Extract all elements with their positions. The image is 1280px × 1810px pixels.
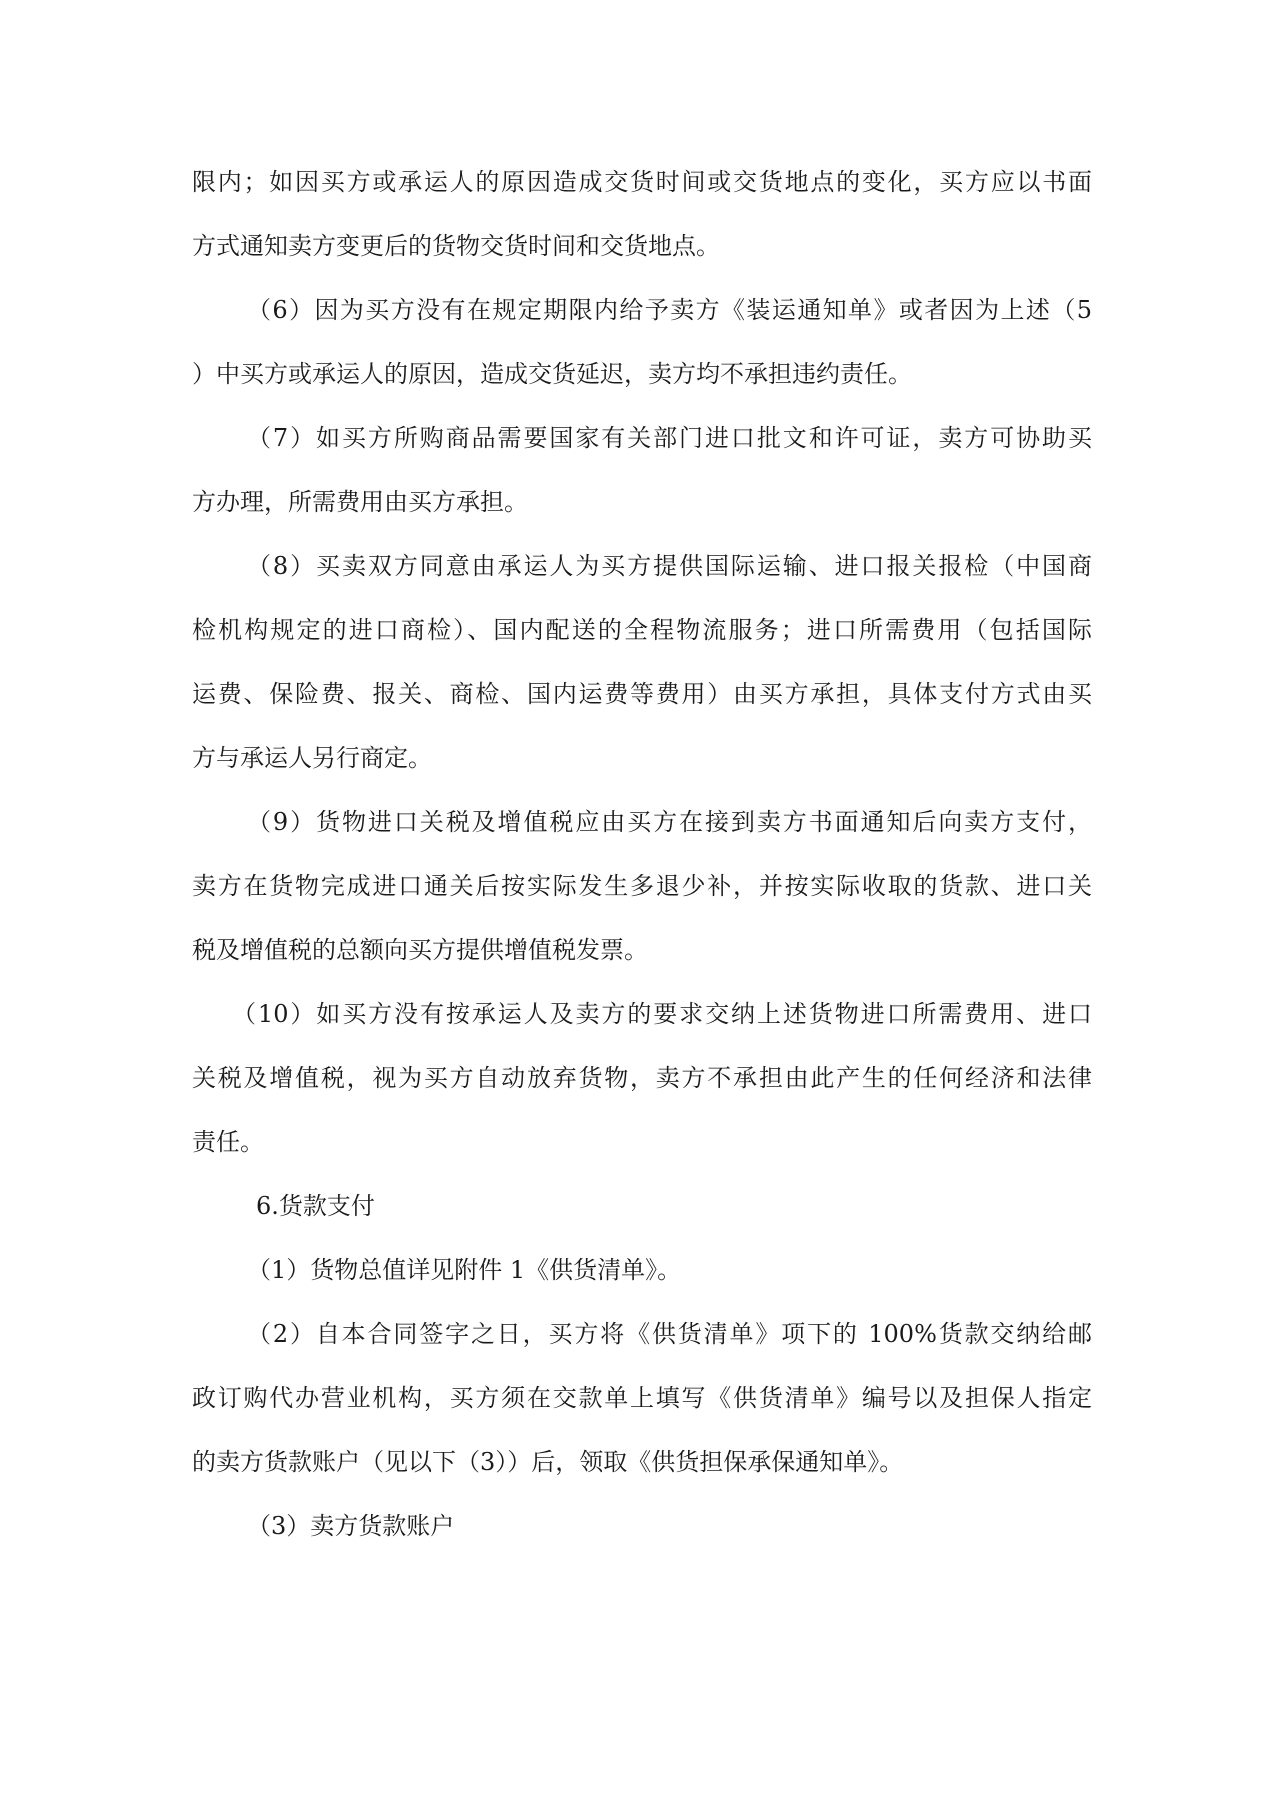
text-line: （6）因为买方没有在规定期限内给予卖方《装运通知单》或者因为上述（5: [247, 296, 1092, 324]
text-line: （10）如买方没有按承运人及卖方的要求交纳上述货物进口所需费用、进口: [232, 1000, 1092, 1028]
text-line: ）中买方或承运人的原因，造成交货延迟，卖方均不承担违约责任。: [192, 360, 912, 388]
text-line: 限内；如因买方或承运人的原因造成交货时间或交货地点的变化，买方应以书面: [192, 168, 1092, 196]
section-heading: 6.货款支付: [256, 1192, 375, 1220]
text-line: 关税及增值税，视为买方自动放弃货物，卖方不承担由此产生的任何经济和法律: [192, 1064, 1092, 1092]
text-line: 卖方在货物完成进口通关后按实际发生多退少补，并按实际收取的货款、进口关: [192, 872, 1092, 900]
text-line: （1）货物总值详见附件 1《供货清单》。: [247, 1256, 682, 1284]
text-line: 责任。: [192, 1128, 264, 1156]
text-line: （3）卖方货款账户: [247, 1512, 455, 1540]
text-line: 运费、保险费、报关、商检、国内运费等费用）由买方承担，具体支付方式由买: [192, 680, 1092, 708]
text-line: 方式通知卖方变更后的货物交货时间和交货地点。: [192, 232, 720, 260]
text-line: 的卖方货款账户（见以下（3））后，领取《供货担保承保通知单》。: [192, 1448, 904, 1476]
text-line: 方办理，所需费用由买方承担。: [192, 488, 528, 516]
text-line: 税及增值税的总额向买方提供增值税发票。: [192, 936, 648, 964]
document-body: [192, 150, 1092, 1558]
text-line: 方与承运人另行商定。: [192, 744, 432, 772]
text-line: （9）货物进口关税及增值税应由买方在接到卖方书面通知后向卖方支付，: [247, 808, 1092, 836]
text-line: 政订购代办营业机构，买方须在交款单上填写《供货清单》编号以及担保人指定: [192, 1384, 1092, 1412]
text-line: （2）自本合同签字之日，买方将《供货清单》项下的 100%货款交纳给邮: [247, 1320, 1092, 1348]
text-line: （8）买卖双方同意由承运人为买方提供国际运输、进口报关报检（中国商: [247, 552, 1092, 580]
text-line: （7）如买方所购商品需要国家有关部门进口批文和许可证，卖方可协助买: [247, 424, 1092, 452]
text-line: 检机构规定的进口商检）、国内配送的全程物流服务；进口所需费用（包括国际: [192, 616, 1092, 644]
